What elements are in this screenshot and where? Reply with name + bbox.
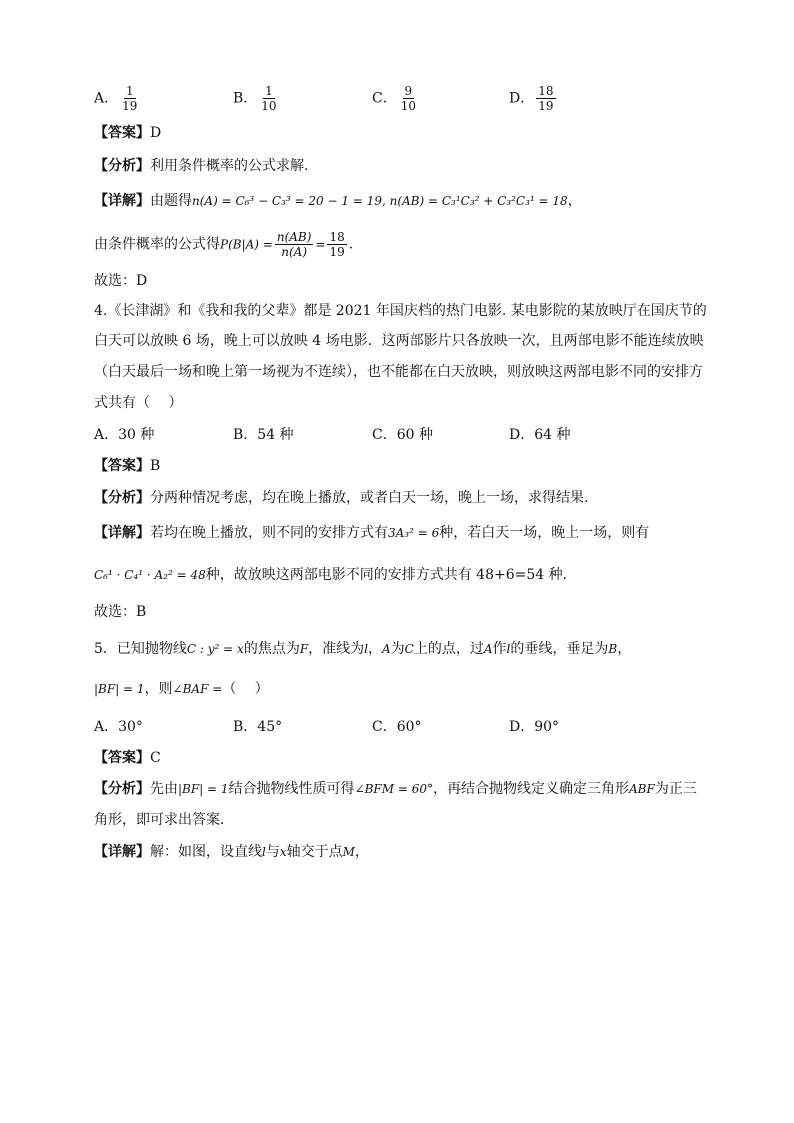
q3-detail: 【详解】由题得n(A) = C₆³ − C₃³ = 20 − 1 = 19, n(AB) = C₃¹C₃² + C₃²C₃¹ = 18， <box>94 193 582 209</box>
q5-option-a[interactable]: A．30° <box>94 719 143 735</box>
q4-detail-formula-1: 3A₃² = 6 <box>388 526 440 540</box>
q3-option-d-fraction: $\frac{18}{19}$ <box>538 84 554 113</box>
q3-option-a[interactable]: A． $\frac{1}{19}$ <box>94 84 138 113</box>
q5-option-b[interactable]: B．45° <box>233 719 283 735</box>
q3-option-b[interactable]: B． $\frac{1}{10}$ <box>233 84 277 113</box>
q3-choose: 故选：D <box>94 273 148 289</box>
q5-stem-line-1: 5．已知抛物线C : y² = x的焦点为F，准线为l，A为C上的点，过A作l的垂线，垂足为B， <box>94 641 632 657</box>
q4-option-c[interactable]: C．60 种 <box>372 427 433 443</box>
q4-stem-line-3: （白天最后一场和晚上第一场视为不连续），也不能都在白天放映，则放映这两部电影不同的安排方 <box>94 364 703 380</box>
q4-detail-formula-2: C₆¹ · C₄¹ · A₂² = 48 <box>94 568 206 582</box>
q5-stem-line-2: |BF| = 1，则∠BAF =（ ） <box>94 681 269 697</box>
q5-analysis: 【分析】先由|BF| = 1结合抛物线性质可得∠BFM = 60°，再结合抛物线定义确定三角形ABF为正三 <box>94 781 697 797</box>
q4-stem-line-4: 式共有（ ） <box>94 395 183 411</box>
q3-option-c[interactable]: C． $\frac{9}{10}$ <box>372 84 416 113</box>
q5-answer: 【答案】C <box>94 750 161 766</box>
q4-option-d[interactable]: D．64 种 <box>509 427 571 443</box>
q5-option-c[interactable]: C．60° <box>372 719 422 735</box>
q4-analysis: 【分析】分两种情况考虑，均在晚上播放，或者白天一场，晚上一场，求得结果. <box>94 490 589 506</box>
q5-option-d[interactable]: D．90° <box>509 719 560 735</box>
q3-answer: 【答案】D <box>94 125 162 141</box>
q5-detail: 【详解】解：如图，设直线l与x轴交于点M， <box>94 844 369 860</box>
q3-detail-formula: n(A) = C₆³ − C₃³ = 20 − 1 = 19, n(AB) = C₃¹C₃² + C₃²C₃¹ = 18 <box>192 194 568 208</box>
q3-option-b-fraction: $\frac{1}{10}$ <box>261 84 277 113</box>
q3-option-c-fraction: $\frac{9}{10}$ <box>400 84 416 113</box>
q3-option-d[interactable]: D． $\frac{18}{19}$ <box>509 84 554 113</box>
q4-stem-line-1: 4.《长津湖》和《我和我的父辈》都是 2021 年国庆档的热门电影. 某电影院的某放映厅在国庆节的 <box>94 303 707 319</box>
q3-analysis: 【分析】利用条件概率的公式求解. <box>94 158 309 174</box>
q4-stem-line-2: 白天可以放映 6 场，晚上可以放映 4 场电影．这两部影片只各放映一次，且两部电影不能连续放映 <box>94 333 704 349</box>
q3-detail-fraction-2: $\frac{18}{19}$ <box>329 230 345 259</box>
q3-option-a-fraction: $\frac{1}{19}$ <box>122 84 138 113</box>
q4-detail-line2: C₆¹ · C₄¹ · A₂² = 48种，故放映这两部电影不同的安排方式共有 48+6=54 种. <box>94 567 568 583</box>
q4-answer: 【答案】B <box>94 458 161 474</box>
q5-analysis-line2: 角形，即可求出答案． <box>94 812 234 828</box>
q3-detail-fraction-1: $\frac{n(AB)}{n(A)}$ <box>276 230 312 259</box>
q4-option-b[interactable]: B．54 种 <box>233 427 294 443</box>
q4-option-a[interactable]: A．30 种 <box>94 427 155 443</box>
q4-choose: 故选：B <box>94 604 147 620</box>
q4-detail: 【详解】若均在晚上播放，则不同的安排方式有3A₃² = 6种，若白天一场，晚上一场，则有 <box>94 525 650 541</box>
q3-detail-line2: 由条件概率的公式得P(B|A) = $\frac{n(AB)}{n(A)}$ = $\frac{18}{19}$ . <box>94 230 354 259</box>
